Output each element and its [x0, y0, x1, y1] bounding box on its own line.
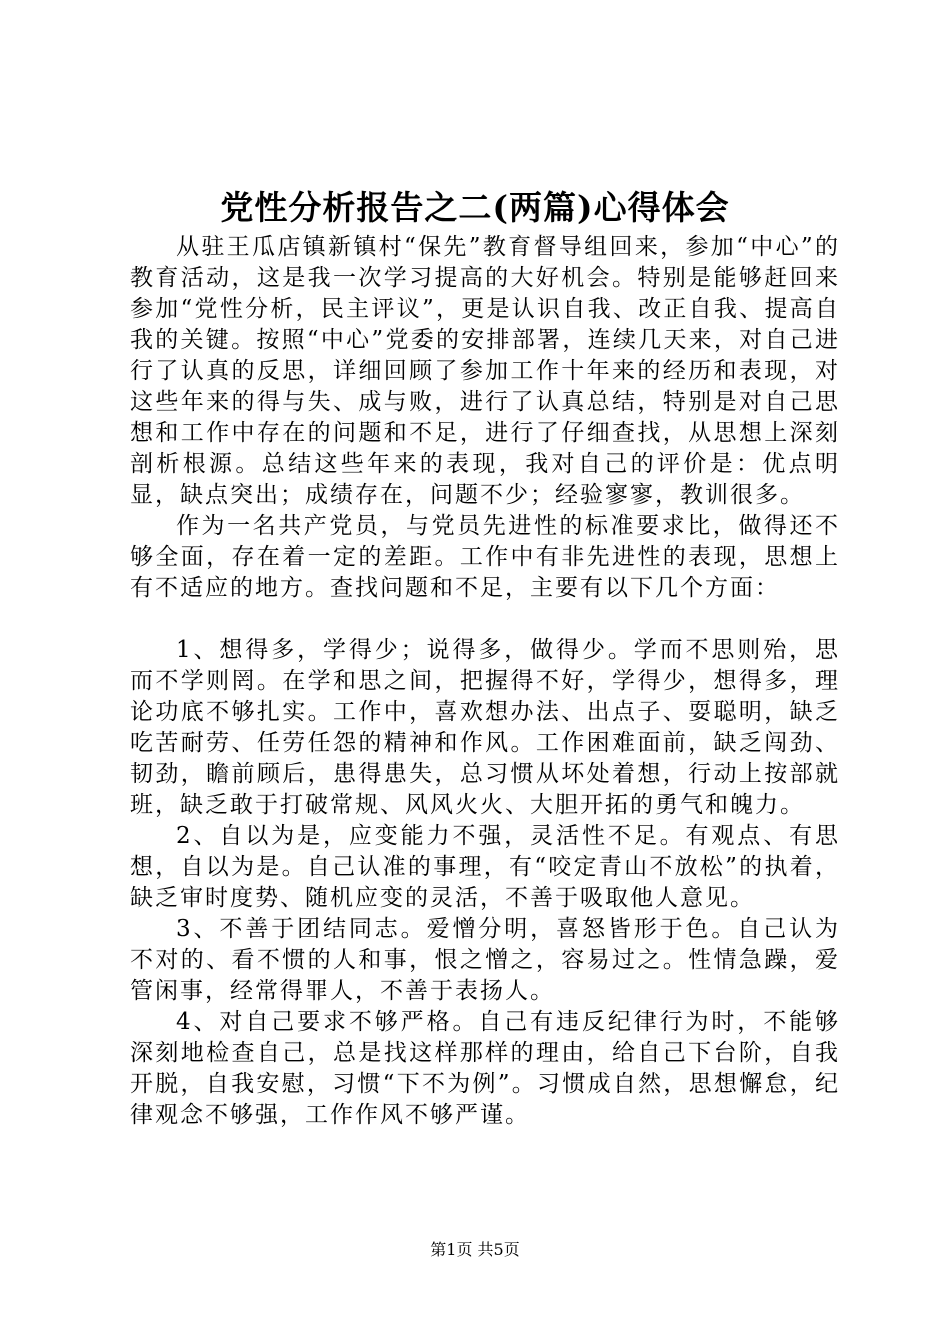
- blank-line: [130, 604, 840, 635]
- paragraph: 从驻王瓜店镇新镇村“保先”教育督导组回来，参加“中心”的教育活动，这是我一次学习提高的大好机会。特别是能够赶回来参加“党性分析，民主评议”，更是认识自我、改正自我、提高自我的关键。按照“中心”党委的安排部署，连续几天来，对自己进行了认真的反思，详细回顾了参加工作十年来的经历和表现，对这些年来的得与失、成与败，进行了认真总结，特别是对自己思想和工作中存在的问题和不足，进行了仔细查找，从思想上深刻剖析根源。总结这些年来的表现，我对自己的评价是：优点明显，缺点突出；成绩存在，问题不少；经验寥寥，教训很多。: [130, 234, 840, 508]
- paragraph: 作为一名共产党员，与党员先进性的标准要求比，做得还不够全面，存在着一定的差距。工作中有非先进性的表现，思想上有不适应的地方。查找问题和不足，主要有以下几个方面：: [130, 513, 840, 601]
- document-title: 党性分析报告之二(两篇)心得体会: [220, 188, 730, 227]
- list-item: 2、自以为是，应变能力不强，灵活性不足。有观点、有思想，自以为是。自己认准的事理，有“咬定青山不放松”的执着，缺乏审时度势、随机应变的灵活，不善于吸取他人意见。: [130, 823, 840, 911]
- document-body: [130, 232, 840, 1131]
- list-item: 4、对自己要求不够严格。自己有违反纪律行为时，不能够深刻地检查自己，总是找这样那样的理由，给自己下台阶，自我开脱，自我安慰，习惯“下不为例”。习惯成自然，思想懈怠，纪律观念不够强，工作作风不够严谨。: [130, 1009, 840, 1128]
- list-item: 3、不善于团结同志。爱憎分明，喜怒皆形于色。自己认为不对的、看不惯的人和事，恨之憎之，容易过之。性情急躁，爱管闲事，经常得罪人，不善于表扬人。: [130, 916, 840, 1004]
- list-item: 1、想得多，学得少；说得多，做得少。学而不思则殆，思而不学则罔。在学和思之间，把握得不好，学得少，想得多，理论功底不够扎实。工作中，喜欢想办法、出点子、耍聪明，缺乏吃苦耐劳、任劳任怨的精神和作风。工作困难面前，缺乏闯劲、韧劲，瞻前顾后，患得患失，总习惯从坏处着想，行动上按部就班，缺乏敢于打破常规、风风火火、大胆开拓的勇气和魄力。: [130, 637, 840, 818]
- page-footer: 第1页 共5页: [430, 1240, 520, 1259]
